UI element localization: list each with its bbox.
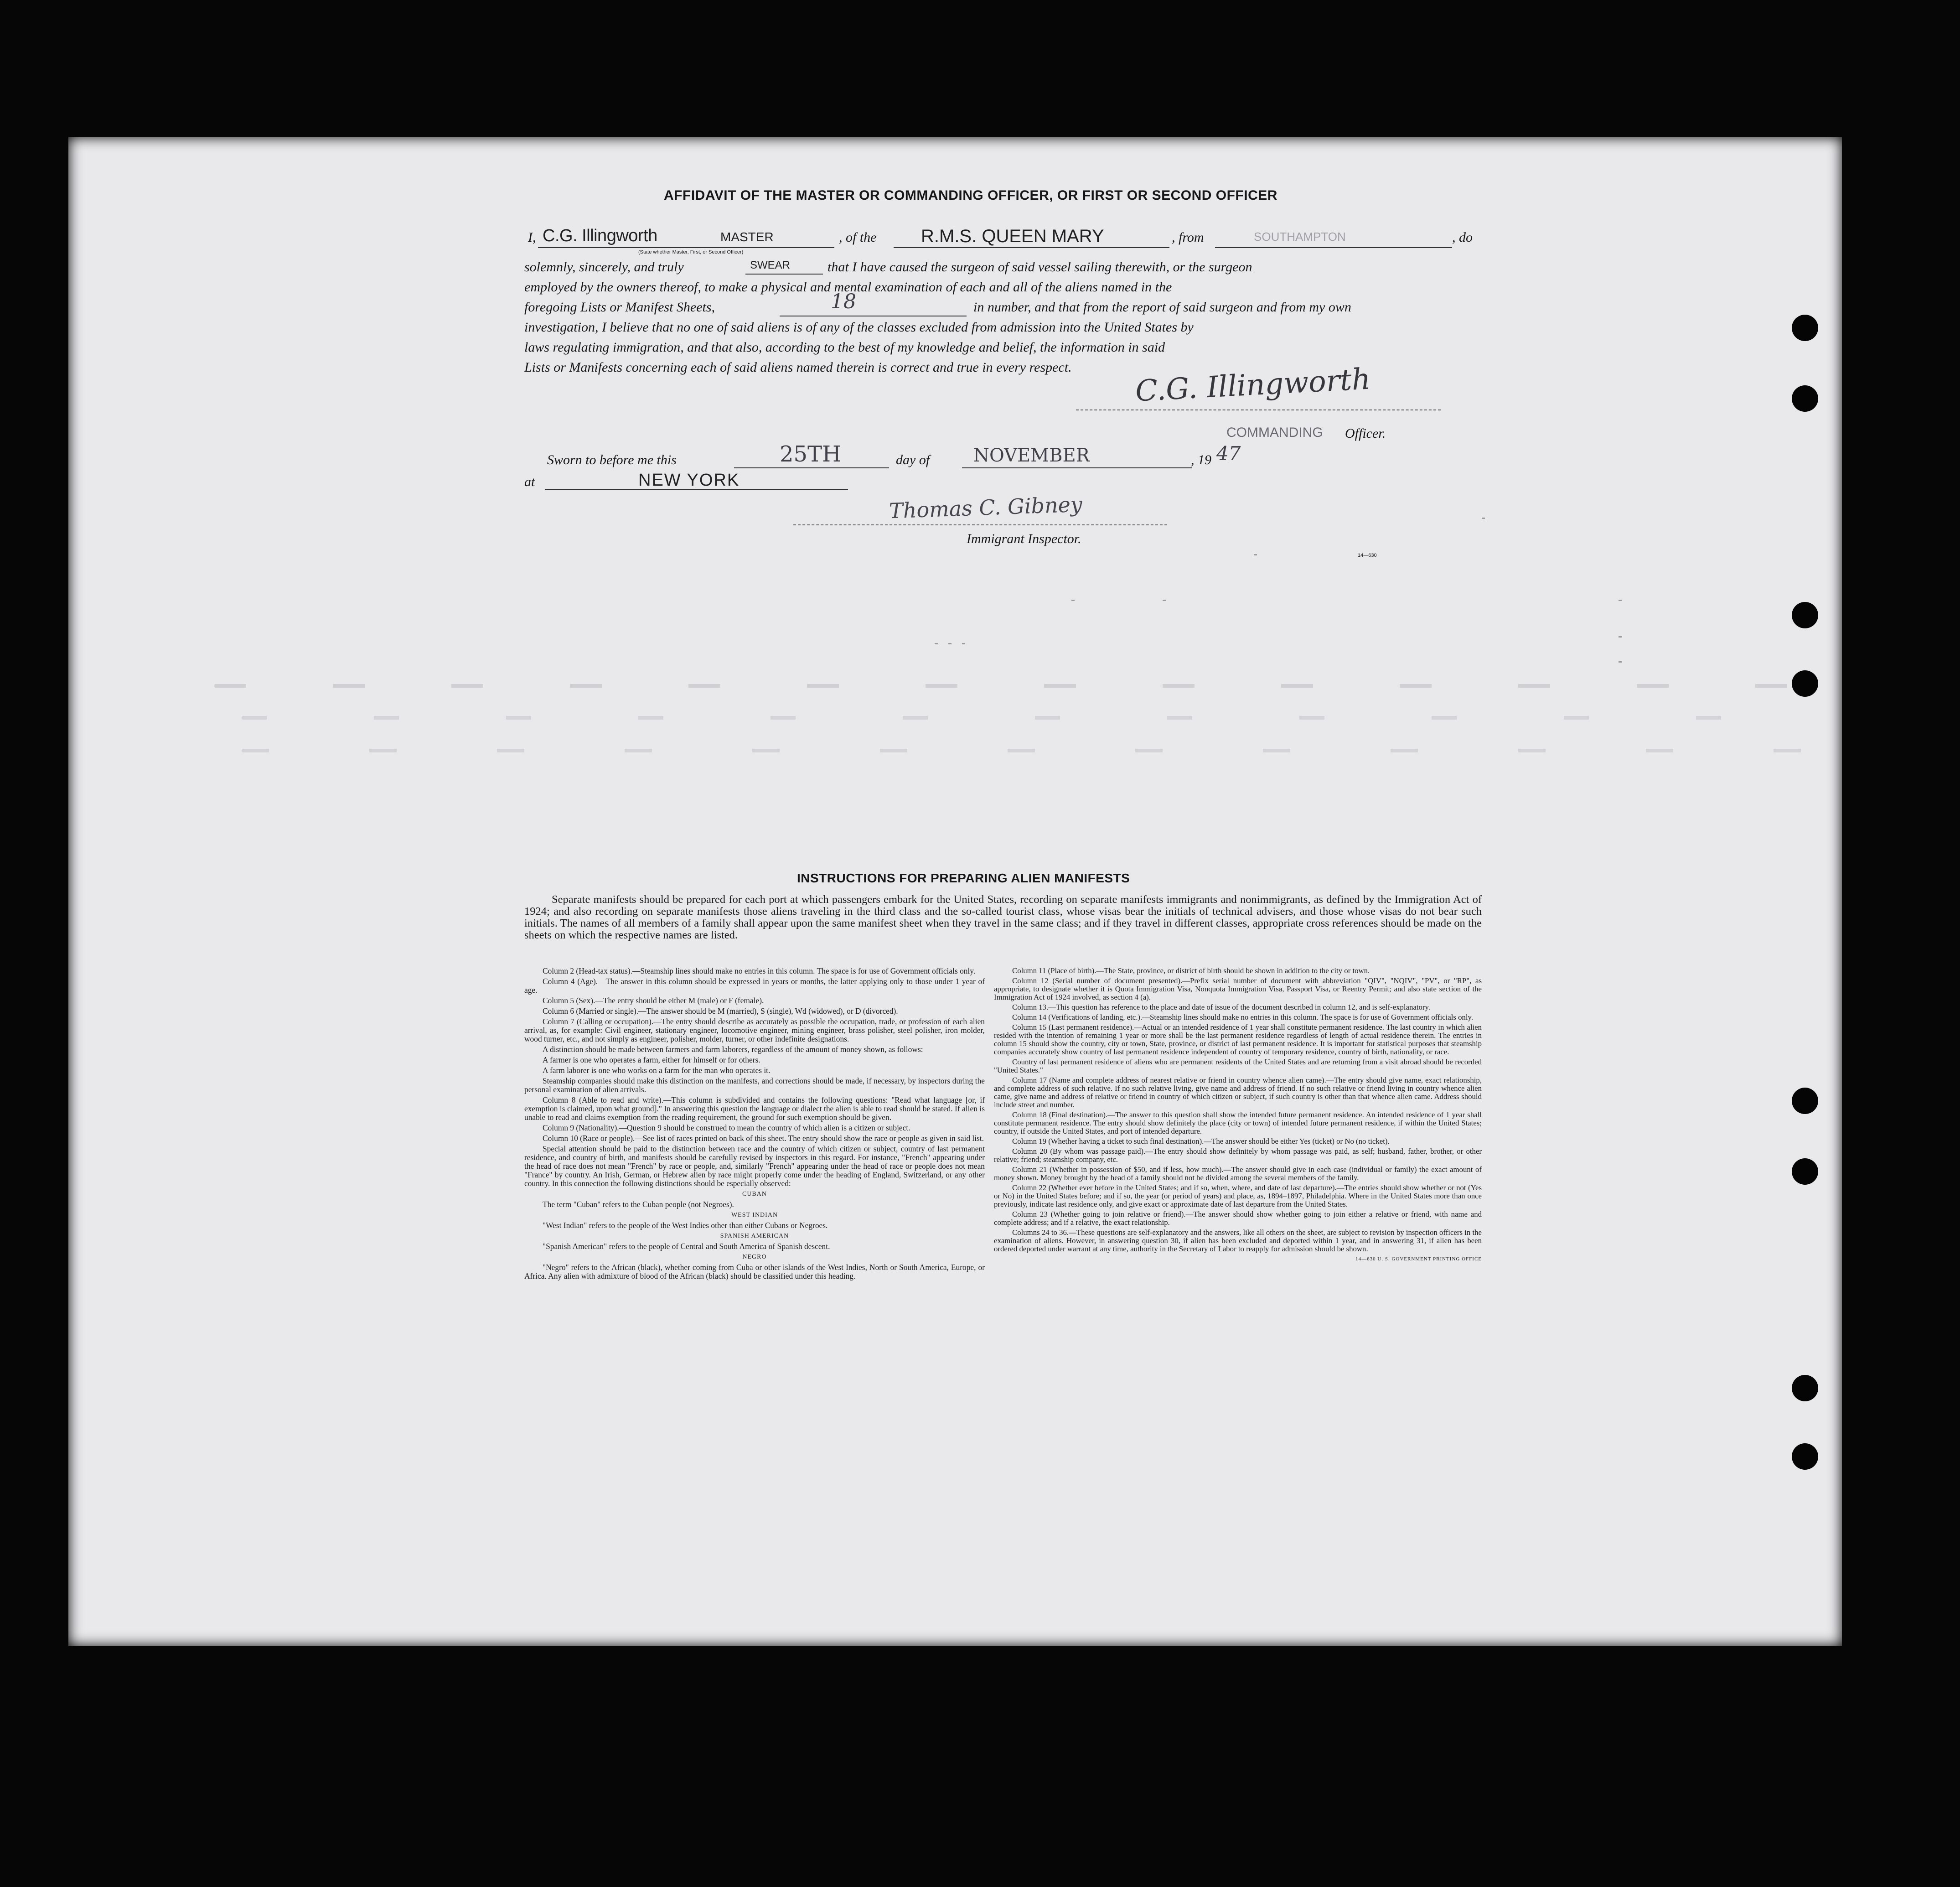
instruction-para: Column 9 (Nationality).—Question 9 should be construed to mean the country of which alien is a citizen or subject. bbox=[543, 1123, 910, 1132]
instruction-para: Column 22 (Whether ever before in the United States; and if so, when, where, and date of last departure).—The entries should show whether or not (Yes or No) in the United States before; and if so, the year (or period of years) and place, as, 1894–1897, Philadelphia. Where in the United States more than once previously, indicate last residence only, and give exact or approximate date of last departure from the United States. bbox=[994, 1183, 1482, 1208]
officer-rank: COMMANDING bbox=[1226, 425, 1323, 440]
vessel-name: R.M.S. QUEEN MARY bbox=[921, 226, 1104, 246]
master-rank: MASTER bbox=[720, 230, 774, 244]
binder-hole bbox=[1792, 1158, 1818, 1185]
dot-mark bbox=[1619, 600, 1622, 601]
dot-mark bbox=[1482, 518, 1485, 519]
day-of-text: day of bbox=[896, 452, 930, 467]
affidavit-line3: employed by the owners thereof, to make a physical and mental examination of each and all of the aliens named in the bbox=[524, 280, 1172, 295]
instruction-para: Column 8 (Able to read and write).—This column is subdivided and contains the following questions: "Read what language [or, if exemption is claimed, upon what ground]." In answering this question the language or dialect the alien is able to read should be stated. If alien is unable to read and claims exemption from the reading requirement, the ground for such exemption should be given. bbox=[524, 1095, 985, 1122]
instruction-para: Column 18 (Final destination).—The answer to this question shall show the intended future permanent residence. An intended residence of 1 year shall constitute permanent residence. The entry should show definitely the place (city or town) of intended future permanent residence, if within the United States; country, if outside the United States, and port of intended departure. bbox=[994, 1110, 1482, 1135]
departure-port: SOUTHAMPTON bbox=[1254, 230, 1346, 244]
instruction-para: Column 7 (Calling or occupation).—The entry should describe as accurately as possible the occupation, trade, or profession of each alien arrival, as, for example: Civil engineer, stationary engineer, locomotive engineer, mining engineer, brass polisher, steel polisher, iron molder, wood turner, etc., and not simply as engineer, polisher, molder, turner, or other indefinite designations. bbox=[524, 1017, 985, 1043]
instructions-left-column bbox=[524, 967, 985, 1282]
sworn-month-line bbox=[962, 467, 1192, 468]
binder-hole bbox=[1792, 315, 1818, 341]
instruction-para: Columns 24 to 36.—These questions are self-explanatory and the answers, like all others on the sheet, are subject to revision by inspection officers in the examination of aliens. However, in answering question 30, if alien has been excluded and deported within 1 year, and in answering 31, if alien has been ordered deported under warrant at any time, authority in the Secretary of Labor to reapply for admission should be shown. bbox=[994, 1228, 1482, 1253]
printer-line: 14—630 U. S. GOVERNMENT PRINTING OFFICE bbox=[1355, 1256, 1482, 1262]
dot-mark bbox=[1254, 554, 1257, 555]
rank-note: (State whether Master, First, or Second Officer) bbox=[638, 249, 744, 255]
instruction-para: Column 4 (Age).—The answer in this column should be expressed in years or months, the latter applying only to those under 1 year of age. bbox=[524, 977, 985, 995]
master-name-line bbox=[538, 247, 834, 248]
binder-hole bbox=[1792, 1443, 1818, 1470]
affidavit-line2b: that I have caused the surgeon of said vessel sailing therewith, or the surgeon bbox=[827, 259, 1252, 275]
year-prefix: , 19 bbox=[1191, 452, 1211, 467]
instructions-intro: Separate manifests should be prepared for each port at which passengers embark for the United States, recording on separate manifests immigrants and nonimmigrants, as defined by the Immigration Act of 1924; and also recording on separate manifests those aliens traveling in the third class and the so-called tourist class, whose visas bear the initials of technical advisers, and those whose visas do not bear such initials. The names of all members of a family shall appear upon the same manifest sheet when they travel in the same class; and if they travel in different classes, appropriate cross references should be made on the sheets on which the respective names are listed. bbox=[524, 893, 1482, 941]
instruction-para: Steamship companies should make this distinction on the manifests, and corrections should be made, if necessary, by inspectors during the personal examination of alien arrivals. bbox=[524, 1076, 985, 1094]
at-text: at bbox=[524, 474, 535, 489]
sworn-day: 25TH bbox=[780, 441, 841, 467]
sheets-count: 18 bbox=[831, 290, 856, 313]
binder-hole bbox=[1792, 1375, 1818, 1401]
instruction-para: Column 5 (Sex).—The entry should be either M (male) or F (female). bbox=[543, 996, 764, 1005]
vessel-line bbox=[894, 247, 1169, 248]
affidavit-line7: Lists or Manifests concerning each of said aliens named therein is correct and true in every respect. bbox=[524, 360, 1072, 375]
affidavit-title: AFFIDAVIT OF THE MASTER OR COMMANDING OFFICER, OR FIRST OR SECOND OFFICER bbox=[664, 188, 1277, 203]
binder-hole bbox=[1792, 602, 1818, 628]
sworn-month: NOVEMBER bbox=[973, 445, 1090, 466]
officer-label: Officer. bbox=[1345, 426, 1386, 441]
manifest-page bbox=[68, 137, 1842, 1646]
instruction-para: Column 15 (Last permanent residence).—Actual or an intended residence of 1 year shall constitute permanent residence. The last country in which alien resided with the intention of remaining 1 year or more shall be the last permanent residence regardless of length of actual residence therein. The entries in column 15 should show the country, city or town, State, province, or district of last permanent residence. It is important for statistical purposes that steamship companies accurately show country of last permanent residence independent of country of temporary residence, country of birth, nationality, or race. bbox=[994, 1023, 1482, 1056]
oath-line bbox=[745, 274, 823, 275]
dot-mark bbox=[1619, 661, 1622, 663]
instruction-para: The term "Cuban" refers to the Cuban people (not Negroes). bbox=[543, 1200, 734, 1209]
instruction-para: "Spanish American" refers to the people of Central and South America of Spanish descent. bbox=[543, 1242, 830, 1251]
binder-hole bbox=[1792, 670, 1818, 697]
instruction-para: A farm laborer is one who works on a farm for the man who operates it. bbox=[543, 1066, 771, 1075]
instruction-para: Column 20 (By whom was passage paid).—The entry should show definitely by whom passage was paid, as self; husband, father, brother, or other relative; friend; steamship company, etc. bbox=[994, 1147, 1482, 1164]
instruction-para: Column 6 (Married or single).—The answer should be M (married), S (single), Wd (widowed), or D (divorced). bbox=[543, 1006, 898, 1016]
sworn-year: 47 bbox=[1216, 442, 1241, 465]
subheading-spanish-american: SPANISH AMERICAN bbox=[720, 1233, 789, 1239]
instruction-para: Column 10 (Race or people).—See list of races printed on back of this sheet. The entry should show the race or people as given in said list. bbox=[543, 1134, 984, 1143]
affidavit-lead: I, bbox=[528, 230, 536, 245]
binder-hole bbox=[1792, 1088, 1818, 1114]
instructions-right-column bbox=[994, 967, 1482, 1265]
instruction-para: Column 21 (Whether in possession of $50, and if less, how much).—The answer should give in each case (individual or family) the exact amount of money shown. Money brought by the head of a family should not be divided among the several members of the family. bbox=[994, 1165, 1482, 1182]
affidavit-line5: investigation, I believe that no one of said aliens is of any of the classes excluded from admission into the United States by bbox=[524, 320, 1194, 335]
master-signature: C.G. Illingworth bbox=[1134, 362, 1371, 409]
sworn-place: NEW YORK bbox=[638, 471, 740, 490]
instruction-para: Column 12 (Serial number of document presented).—Prefix serial number of document with abbreviation "QIV", "NQIV", "PV", or "RP", as appropriate, to designate whether it is Quota Immigration Visa, Nonquota Immigration Visa, Passport Visa, or Reentry Permit; and also state section of the Immigration Act of 1924 involved, as section 4 (a). bbox=[994, 976, 1482, 1001]
bleed-through-row bbox=[242, 749, 1810, 752]
instruction-para: Column 13.—This question has reference to the place and date of issue of the document described in column 12, and is self-explanatory. bbox=[1012, 1003, 1430, 1011]
form-number: 14—630 bbox=[1358, 553, 1377, 558]
dot-mark bbox=[962, 643, 965, 644]
instruction-para: Country of last permanent residence of aliens who are permanent residents of the United States and are returning from a visit abroad should be recorded "United States." bbox=[994, 1058, 1482, 1074]
instruction-para: Column 2 (Head-tax status).—Steamship lines should make no entries in this column. The space is for use of Government officials only. bbox=[543, 966, 976, 975]
instruction-para: A farmer is one who operates a farm, either for himself or for others. bbox=[543, 1055, 760, 1064]
instruction-para: A distinction should be made between farmers and farm laborers, regardless of the amount of money shown, as follows: bbox=[543, 1045, 923, 1054]
instruction-para: Column 14 (Verifications of landing, etc.).—Steamship lines should make no entries in this column. The space is for use of Government officials only. bbox=[1012, 1013, 1474, 1021]
affidavit-line4b: in number, and that from the report of said surgeon and from my own bbox=[973, 300, 1351, 315]
dot-mark bbox=[1619, 636, 1622, 638]
affidavit-line6: laws regulating immigration, and that also, according to the best of my knowledge and belief, the information in said bbox=[524, 340, 1165, 355]
instruction-para: Special attention should be paid to the distinction between race and the country of which citizen or subject, country of last permanent residence, and country of birth, and manifests should be carefully revised by inspectors in this regard. For instance, "French" appearing under the head of race does not mean "French" by race or people, and, similarly "French" appearing under the head of race or people does not mean "France" by country. An Irish, German, or Hebrew alien by race might properly come under the heading of England, Switzerland, or any other country. In this connection the following distinctions should be especially observed: bbox=[524, 1144, 985, 1188]
dot-mark bbox=[948, 643, 952, 644]
dot-mark bbox=[1071, 600, 1075, 601]
subheading-west-indian: WEST INDIAN bbox=[731, 1212, 778, 1218]
instruction-para: Column 17 (Name and complete address of nearest relative or friend in country whence alien came).—The entry should give name, exact relationship, and complete address of such relative. If no such relative living, give name and address of friend. If no such relative or friend living in country whence alien came, give name and address of relative or friend in country of which citizen or subject, if such country is other than that whence alien came. Address should include street and number. bbox=[994, 1076, 1482, 1109]
instruction-para: "Negro" refers to the African (black), whether coming from Cuba or other islands of the West Indies, North or South America, Europe, or Africa. Any alien with admixture of blood of the African (black) should be classified under this heading. bbox=[524, 1263, 985, 1280]
affidavit-line2a: solemnly, sincerely, and truly bbox=[524, 259, 684, 275]
affidavit-line4a: foregoing Lists or Manifest Sheets, bbox=[524, 300, 715, 315]
bleed-through-row bbox=[214, 684, 1810, 688]
instruction-para: "West Indian" refers to the people of the West Indies other than either Cubans or Negroes. bbox=[543, 1221, 828, 1230]
from-text: , from bbox=[1172, 230, 1204, 245]
subheading-cuban: CUBAN bbox=[742, 1191, 767, 1198]
do-text: , do bbox=[1452, 230, 1473, 245]
inspector-line bbox=[793, 524, 1167, 525]
master-name: C.G. Illingworth bbox=[543, 226, 657, 245]
bleed-through-row bbox=[242, 716, 1810, 720]
dot-mark bbox=[1163, 600, 1166, 601]
oath-word: SWEAR bbox=[750, 259, 791, 271]
sworn-day-line bbox=[734, 467, 889, 468]
instruction-para: Column 19 (Whether having a ticket to such final destination).—The answer should be either Yes (ticket) or No (no ticket). bbox=[1012, 1137, 1390, 1146]
subheading-negro: NEGRO bbox=[742, 1254, 767, 1260]
of-the-text: , of the bbox=[839, 230, 877, 245]
inspector-label: Immigrant Inspector. bbox=[967, 531, 1081, 546]
instruction-para: Column 11 (Place of birth).—The State, province, or district of birth should be shown in addition to the city or town. bbox=[1012, 966, 1370, 975]
dot-mark bbox=[935, 643, 938, 644]
binder-hole bbox=[1792, 385, 1818, 412]
instruction-para: Column 23 (Whether going to join relative or friend).—The answer should show whether going to join either a relative or friend, with name and complete address; and if a relative, the exact relationship. bbox=[994, 1210, 1482, 1227]
instructions-title: INSTRUCTIONS FOR PREPARING ALIEN MANIFESTS bbox=[797, 871, 1130, 885]
inspector-signature: Thomas C. Gibney bbox=[889, 492, 1083, 524]
port-line bbox=[1215, 247, 1452, 248]
sworn-text: Sworn to before me this bbox=[547, 452, 677, 467]
